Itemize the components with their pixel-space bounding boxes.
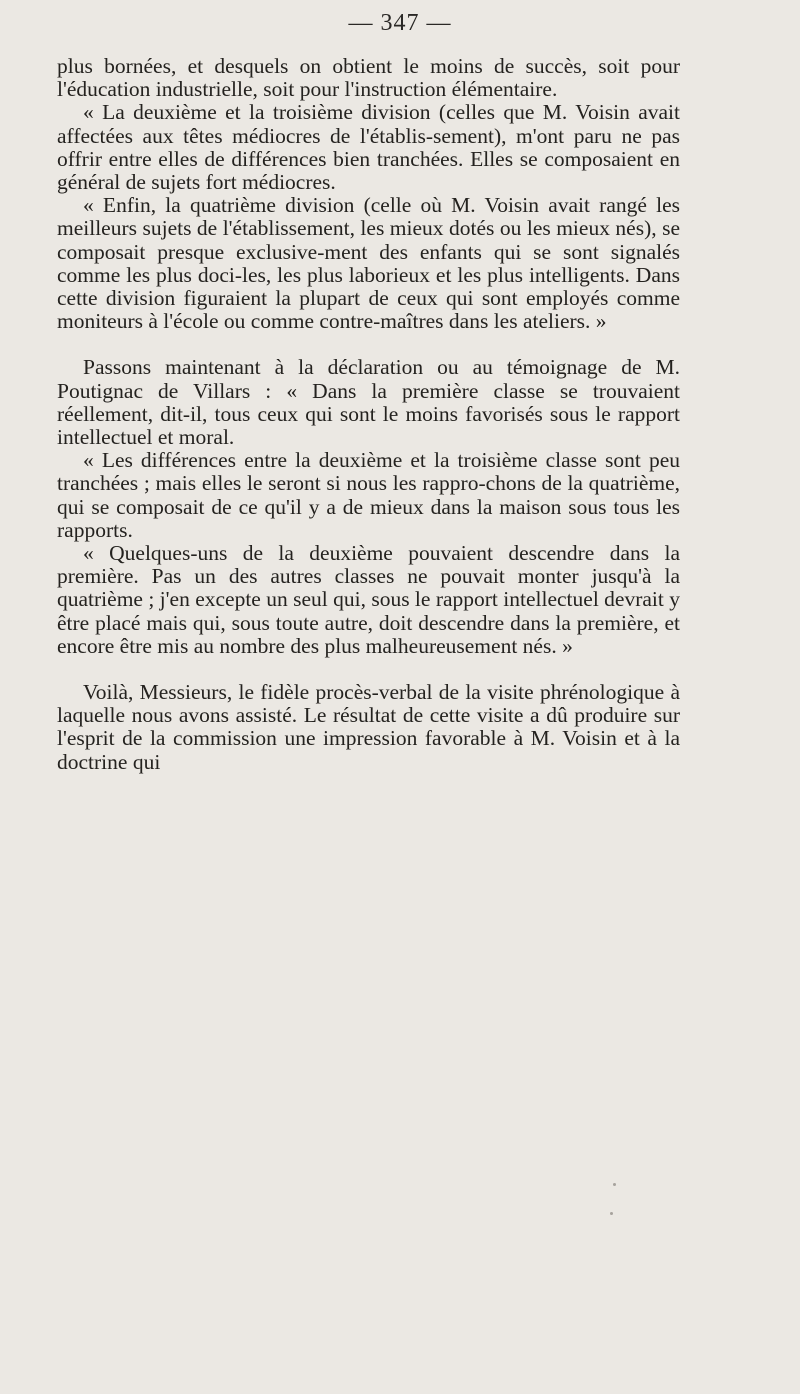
page-body	[57, 55, 680, 774]
paragraph-class-movement: « Quelques-uns de la deuxième pouvaient descendre dans la première. Pas un des autres classes ne pouvait monter jusqu'à la quatrième ; j'en excepte un seul qui, sous le rapport intellectuel devrait y être placé mais qui, sous toute autre, doit descendre dans la première, et encore être mis au nombre des plus malheureusement nés. »	[57, 541, 680, 658]
paragraph-class-differences: « Les différences entre la deuxième et la troisième classe sont peu tranchées ; mais elles le seront si nous les rappro-chons de la quatrième, qui se composait de ce qu'il y a de mieux dans la maison sous tous les rapports.	[57, 448, 680, 542]
paragraph-continuation: plus bornées, et desquels on obtient le moins de succès, soit pour l'éducation industrielle, soit pour l'instruction élémentaire.	[57, 54, 680, 102]
paper-speck	[610, 1212, 613, 1215]
paragraph-conclusion: Voilà, Messieurs, le fidèle procès-verbal de la visite phrénologique à laquelle nous avons assisté. Le résultat de cette visite a dû produire sur l'esprit de la commission une impression favorable à M. Voisin et à la doctrine qui	[57, 680, 680, 774]
paragraph-fourth-division: « Enfin, la quatrième division (celle où M. Voisin avait rangé les meilleurs sujets de l'établissement, les mieux dotés ou les mieux nés), se composait presque exclusive-ment des enfants qui se sont signalés comme les plus doci-les, les plus laborieux et les plus intelligents. Dans cette division figuraient la plupart de ceux qui sont employés comme moniteurs à l'école ou comme contre-maîtres dans les ateliers. »	[57, 193, 680, 334]
paper-speck	[613, 1183, 616, 1186]
page-number: — 347 —	[348, 10, 452, 36]
paragraph-poutignac-testimony: Passons maintenant à la déclaration ou au témoignage de M. Poutignac de Villars : « Dans la première classe se trouvaient réellement, dit-il, tous ceux qui sont le moins favorisés sous le rapport intellectuel et moral.	[57, 355, 680, 450]
paragraph-second-third-division: « La deuxième et la troisième division (celles que M. Voisin avait affectées aux têtes médiocres de l'établis-sement), m'ont paru ne pas offrir entre elles de différences bien tranchées. Elles se composaient en général de sujets fort médiocres.	[57, 100, 680, 195]
